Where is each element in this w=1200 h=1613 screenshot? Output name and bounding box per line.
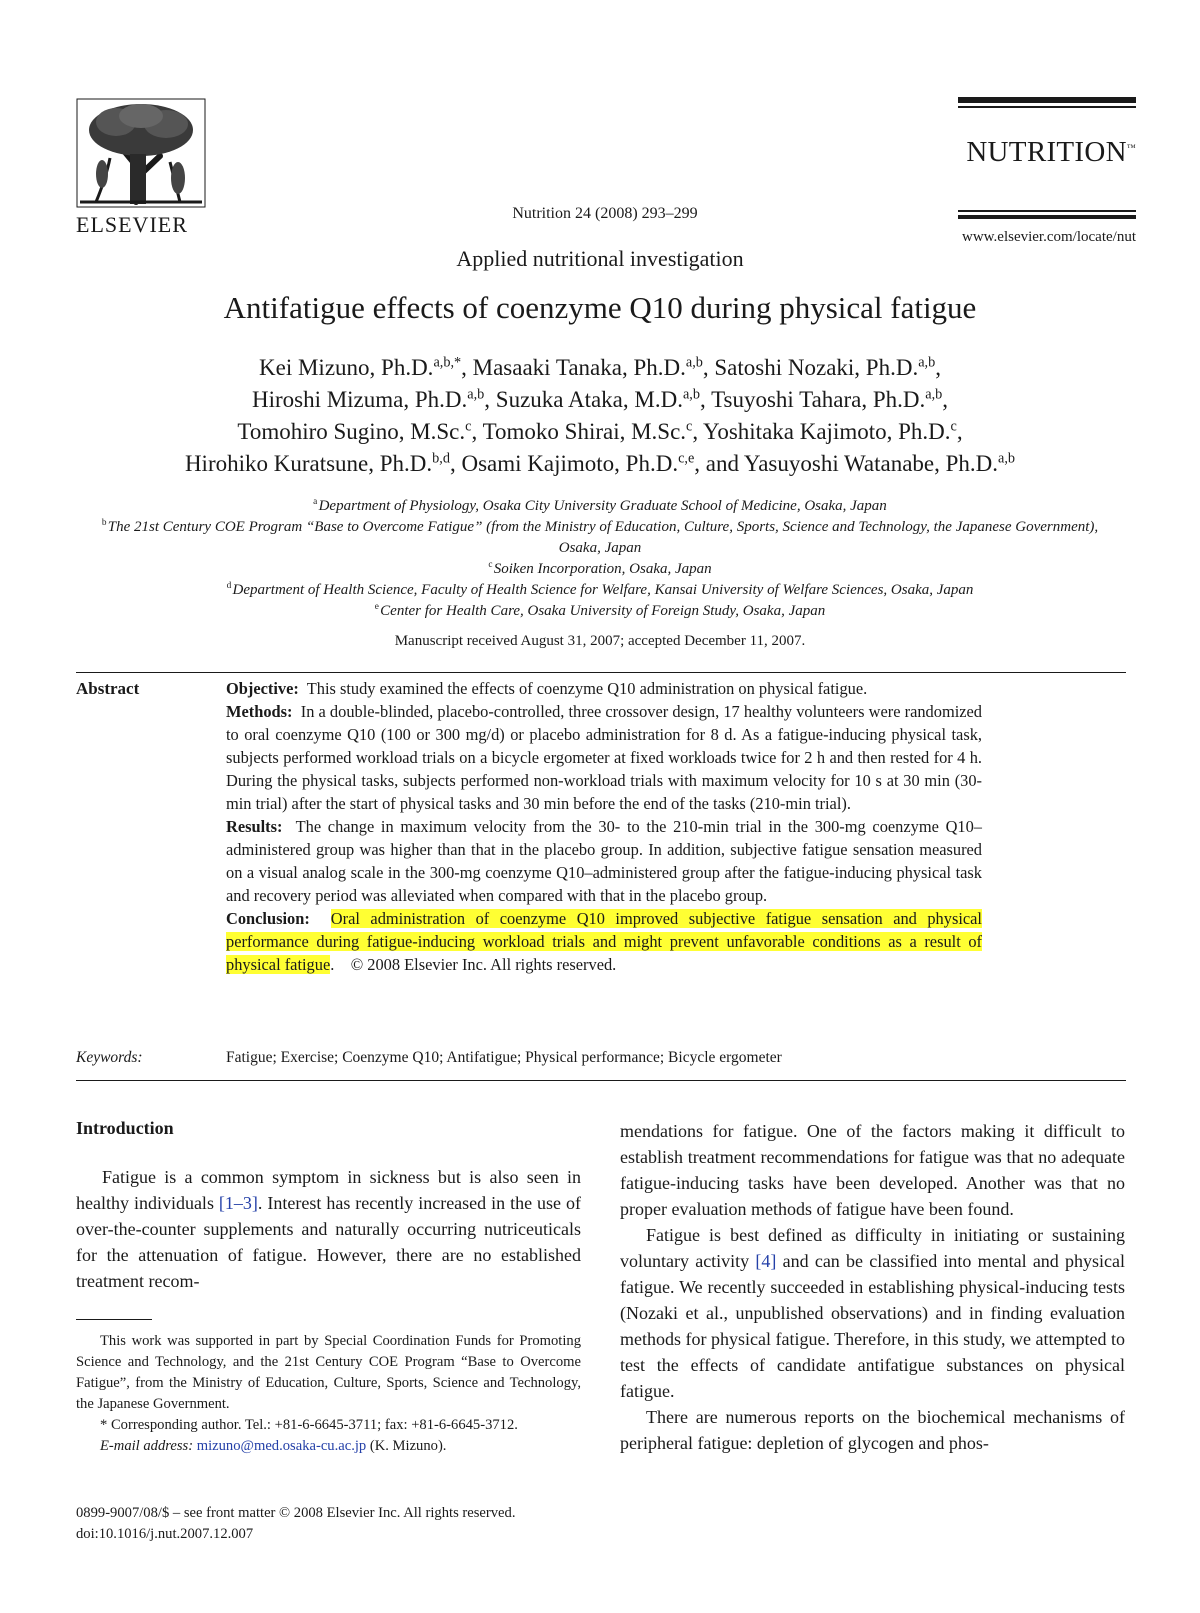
issn-line: 0899-9007/08/$ – see front matter © 2008 Elsevier Inc. All rights reserved. xyxy=(76,1505,516,1521)
abstract-objective: Objective: This study examined the effects of coenzyme Q10 administration on physical fatigue. xyxy=(226,679,868,698)
article-title: Antifatigue effects of coenzyme Q10 during physical fatigue xyxy=(223,290,977,325)
keywords-label: Keywords: xyxy=(76,1049,143,1066)
author-affiliation: c,e xyxy=(678,450,695,467)
author-name: Tomohiro Sugino, M.Sc. xyxy=(237,419,466,444)
footnotes xyxy=(76,1331,581,1457)
masthead-rule xyxy=(958,210,1136,212)
abstract-conclusion: Conclusion: Oral administration of coenzyme Q10 improved subjective fatigue sensation and physical performance during fatigue-inducing workload trials and might prevent unfavorable conditions as a result of physical fatigue. © 2008 Elsevier Inc. All rights reserved. xyxy=(226,909,982,974)
funding-footnote: This work was supported in part by Special Coordination Funds for Promoting Science and Technology, and the 21st Century COE Program “Base to Overcome Fatigue”, from the Ministry of Education, Culture, Sports, Science and Technology, the Japanese Government. xyxy=(76,1333,581,1412)
copyright-notice: © 2008 Elsevier Inc. All rights reserved. xyxy=(350,955,617,974)
author-affiliation: c xyxy=(465,418,472,435)
manuscript-dates: Manuscript received August 31, 2007; accepted December 11, 2007. xyxy=(394,633,806,649)
email-link[interactable]: mizuno@med.osaka-cu.ac.jp xyxy=(196,1438,367,1454)
author-line: Hiroshi Mizuma, Ph.D.$^{a,b}$, Suzuka Ataka, M.D.$^{a,b}$, Tsuyoshi Tahara, Ph.D.$^{a,b}$, xyxy=(251,386,949,412)
author-line: Tomohiro Sugino, M.Sc.$^c$, Tomoko Shirai, M.Sc.$^c$, Yoshitaka Kajimoto, Ph.D.$^c$, xyxy=(237,418,963,444)
body-paragraph: There are numerous reports on the biochemical mechanisms of peripheral fatigue: depletion of glycogen and phos- xyxy=(620,1407,1125,1453)
author-name: Hirohiko Kuratsune, Ph.D. xyxy=(184,451,433,476)
journal-name: NUTRITION™ xyxy=(966,136,1136,168)
citation-link[interactable]: [4] xyxy=(755,1251,777,1271)
front-matter xyxy=(76,1503,515,1545)
masthead-rule xyxy=(958,215,1136,219)
author-name: Tsuyoshi Tahara, Ph.D. xyxy=(711,387,926,412)
masthead-rule xyxy=(958,106,1136,108)
author-line: Hirohiko Kuratsune, Ph.D.$^{b,d}$, Osami Kajimoto, Ph.D.$^{c,e}$, and Yasuyoshi Watanabe, Ph.D.$^{a,b}$ xyxy=(184,450,1016,476)
email-footnote: E-mail address: mizuno@med.osaka-cu.ac.jp (K. Mizuno). xyxy=(100,1438,447,1454)
abstract-bottom-rule xyxy=(76,1080,1126,1081)
section-label: Applied nutritional investigation xyxy=(456,246,744,271)
body-paragraph: Fatigue is best defined as difficulty in initiating or sustaining voluntary activity [4] and can be classified into mental and physical fatigue. We recently succeeded in establishing physical-inducing tests (Nozaki et al., unpublished observations) and in finding evaluation methods for physical fatigue. Therefore, in this study, we attempted to test the effects of candidate antifatigue substances on physical fatigue. xyxy=(620,1225,1126,1401)
footnote-rule xyxy=(76,1319,152,1320)
keywords-text: Fatigue; Exercise; Coenzyme Q10; Antifatigue; Physical performance; Bicycle ergometer xyxy=(226,1049,782,1066)
publisher-name: ELSEVIER xyxy=(76,212,188,237)
author-name: Yasuyoshi Watanabe, Ph.D. xyxy=(743,451,999,476)
author-name: Kei Mizuno, Ph.D. xyxy=(259,355,434,380)
affiliation-list xyxy=(90,496,1110,622)
author-name: Suzuka Ataka, M.D. xyxy=(495,387,683,412)
corresponding-footnote: * Corresponding author. Tel.: +81-6-6645-3711; fax: +81-6-6645-3712. xyxy=(100,1417,518,1433)
abstract-top-rule xyxy=(76,672,1126,673)
body-column-left xyxy=(76,1164,581,1294)
author-affiliation: a,b xyxy=(467,386,485,403)
author-affiliation: a,b xyxy=(682,386,700,403)
author-line: Kei Mizuno, Ph.D.$^{a,b,*}$, Masaaki Tanaka, Ph.D.$^{a,b}$, Satoshi Nozaki, Ph.D.$^{a,b}$, xyxy=(259,354,941,380)
body-column-right xyxy=(620,1118,1125,1456)
affiliation-item: $^c$ Soiken Incorporation, Osaka, Japan xyxy=(488,560,712,577)
author-name: Osami Kajimoto, Ph.D. xyxy=(461,451,679,476)
author-affiliation: a,b xyxy=(685,354,703,371)
author-name: Yoshitaka Kajimoto, Ph.D. xyxy=(703,419,951,444)
masthead-rule xyxy=(958,97,1136,103)
section-heading: Introduction xyxy=(76,1118,174,1138)
author-name: Satoshi Nozaki, Ph.D. xyxy=(714,355,919,380)
affiliation-item: $^a$ Department of Physiology, Osaka City University Graduate School of Medicine, Osaka, Japan xyxy=(313,497,887,514)
author-name: Hiroshi Mizuma, Ph.D. xyxy=(251,387,468,412)
author-affiliation: a,b xyxy=(925,386,943,403)
author-affiliation: c xyxy=(686,418,693,435)
author-name: Tomoko Shirai, M.Sc. xyxy=(482,419,687,444)
elsevier-tree-logo xyxy=(76,98,206,208)
highlighted-conclusion: Oral administration of coenzyme Q10 improved subjective fatigue sensation and physical performance during fatigue-inducing workload trials and might prevent unfavorable conditions as a result of physical fatigue xyxy=(226,909,982,974)
affiliation-item: $^b$ The 21st Century COE Program “Base to Overcome Fatigue” (from the Ministry of Education, Culture, Sports, Science and Technology, the Japanese Government), Osaka, Japan xyxy=(101,518,1099,556)
abstract-methods: Methods: In a double-blinded, placebo-controlled, three crossover design, 17 healthy volunteers were randomized to oral coenzyme Q10 (100 or 300 mg/d) or placebo administration for 8 d. As a fatigue-inducing physical task, subjects performed workload trials on a bicycle ergometer at fixed workloads twice for 2 h and then rested for 4 h. During the physical tasks, subjects performed non-workload trials with maximum velocity for 10 s at 30 min (30-min trial) after the start of physical tasks and 30 min before the end of the tasks (210-min trial). xyxy=(226,702,982,813)
affiliation-item: $^e$ Center for Health Care, Osaka University of Foreign Study, Osaka, Japan xyxy=(374,602,826,619)
author-affiliation: b,d xyxy=(432,450,450,467)
body-paragraph: Fatigue is a common symptom in sickness but is also seen in healthy individuals [1–3]. Interest has recently increased in the use of over-the-counter supplements and naturally occurring nutriceuticals for the attenuation of fatigue. However, there are no established treatment recom- xyxy=(76,1167,582,1291)
doi-line[interactable]: doi:10.1016/j.nut.2007.12.007 xyxy=(76,1526,254,1542)
author-affiliation: a,b,* xyxy=(433,354,462,371)
body-paragraph: mendations for fatigue. One of the factors making it difficult to establish treatment recommendations for fatigue was that no adequate fatigue-inducing tasks have been developed. Another was that no proper evaluation methods of fatigue have been found. xyxy=(620,1121,1125,1219)
journal-citation: Nutrition 24 (2008) 293–299 xyxy=(512,205,698,222)
citation-link[interactable]: [1–3] xyxy=(218,1193,258,1213)
abstract-label: Abstract xyxy=(76,679,140,698)
abstract-body xyxy=(226,677,982,976)
author-name: Masaaki Tanaka, Ph.D. xyxy=(472,355,686,380)
author-affiliation: a,b xyxy=(918,354,936,371)
author-affiliation: a,b xyxy=(998,450,1016,467)
journal-url[interactable]: www.elsevier.com/locate/nut xyxy=(962,229,1136,245)
abstract-results: Results: The change in maximum velocity from the 30- to the 210-min trial in the 300-mg coenzyme Q10–administered group was higher than that in the placebo group. In addition, subjective fatigue sensation measured on a visual analog scale in the 300-mg coenzyme Q10–administered group after the fatigue-inducing physical task and recovery period was alleviated when compared with that in the placebo group. xyxy=(226,817,982,905)
author-list xyxy=(60,352,1140,480)
affiliation-item: $^d$ Department of Health Science, Faculty of Health Science for Welfare, Kansai University of Welfare Sciences, Osaka, Japan xyxy=(226,581,974,598)
author-affiliation: c xyxy=(950,418,957,435)
